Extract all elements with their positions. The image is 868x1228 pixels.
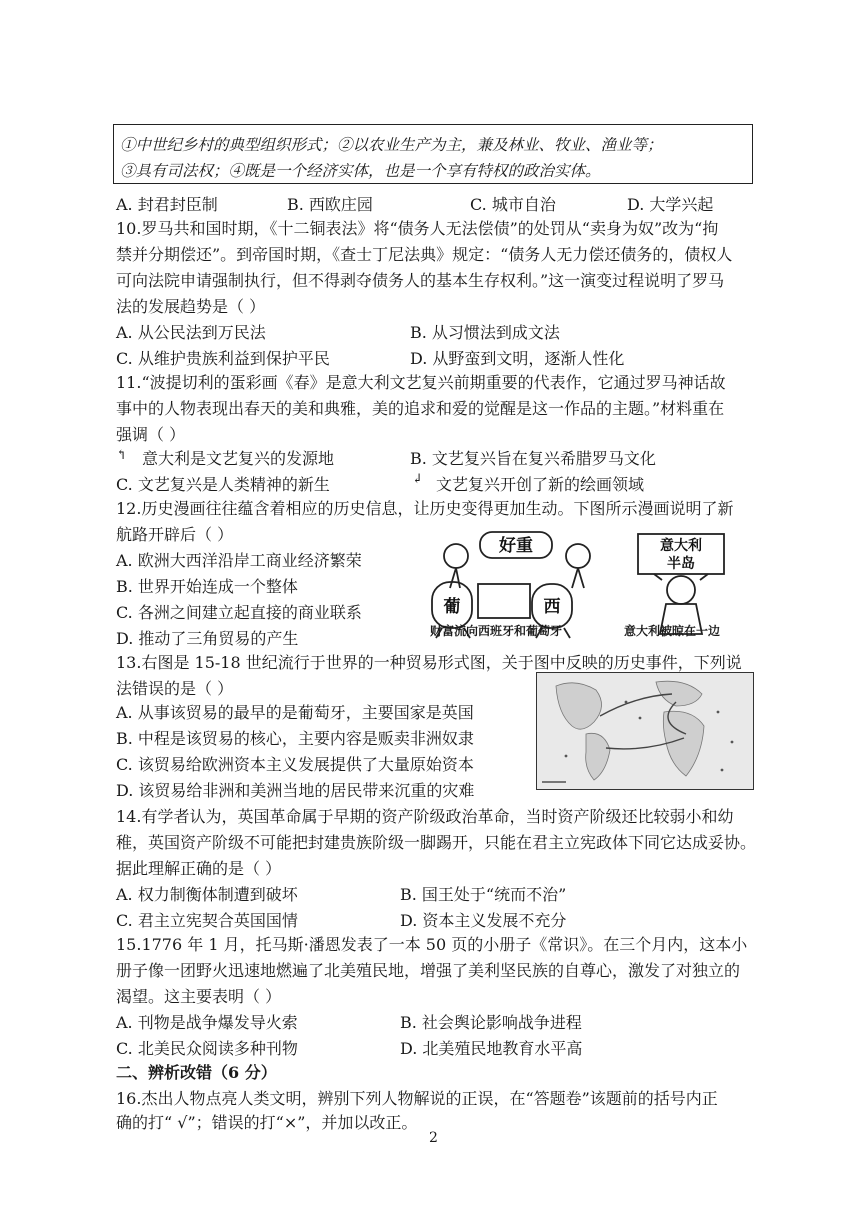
q16-line-1: 16.杰出人物点亮人类文明，辨别下列人物解说的正误，在“答题卷”该题前的括号内正	[116, 1089, 718, 1108]
q12-line-1: 12.历史漫画往往蕴含着相应的历史信息，让历史变得更加生动。下图所示漫画说明了新	[116, 499, 734, 518]
q13-option-a: A. 从事该贸易的最早的是葡萄牙，主要国家是英国	[116, 703, 474, 722]
q15-line-2: 册子像一团野火迅速地燃遍了北美殖民地，增强了美利坚民族的自尊心，激发了对独立的	[116, 961, 741, 980]
pen-mark-icon: ↲	[412, 472, 423, 487]
statement-box	[113, 124, 753, 184]
q11-option-c: C. 文艺复兴是人类精神的新生	[116, 475, 330, 494]
q14-line-2: 稚，英国资产阶级不可能把封建贵族阶级一脚踢开，只能在君主立宪政体下同它达成妥协。	[116, 833, 757, 852]
q9-option-c: C. 城市自治	[470, 195, 556, 214]
statement-line-1: ①中世纪乡村的典型组织形式；②以农业生产为主，兼及林业、牧业、渔业等；	[120, 136, 663, 154]
q14-option-d: D. 资本主义发展不充分	[400, 911, 567, 930]
statement-line-2: ③具有司法权；④既是一个经济实体，也是一个享有特权的政治实体。	[120, 162, 601, 180]
q9-option-a: A. 封君封臣制	[116, 195, 218, 214]
q13-line-1: 13.右图是 15-18 世纪流行于世界的一种贸易形式图，关于图中反映的历史事件，下列说	[116, 653, 742, 672]
q10-line-2: 禁并分期偿还”。到帝国时期，《查士丁尼法典》规定：“债务人无力偿还债务的，债权人	[116, 245, 733, 264]
q11-option-a: 意大利是文艺复兴的发源地	[142, 449, 335, 468]
q15-line-3: 渴望。这主要表明（ ）	[116, 987, 282, 1006]
q14-option-b: B. 国王处于“统而不治”	[400, 885, 567, 904]
q13-line-2: 法错误的是（ ）	[116, 679, 234, 698]
q11-line-1: 11.“波提切利的蛋彩画《春》是意大利文艺复兴前期重要的代表作，它通过罗马神话故	[116, 373, 726, 392]
q10-line-1: 10.罗马共和国时期，《十二铜表法》将“债务人无法偿债”的处罚从“卖身为奴”改为“拘	[116, 219, 719, 238]
triangular-trade-map	[536, 672, 754, 790]
cartoon2-sign-line-1: 意大利	[660, 538, 702, 554]
q15-option-c: C. 北美民众阅读多种刊物	[116, 1039, 298, 1058]
cartoon1-caption: 财富流向西班牙和葡萄牙	[430, 624, 563, 638]
q10-line-4: 法的发展趋势是（ ）	[116, 297, 266, 316]
q15-option-b: B. 社会舆论影响战争进程	[400, 1013, 582, 1032]
cartoon1-left-label: 葡	[443, 597, 461, 617]
pen-mark-icon: ↰	[116, 448, 127, 463]
q11-line-2: 事中的人物表现出春天的美和典雅，美的追求和爱的觉醒是这一作品的主题。”材料重在	[116, 399, 725, 418]
cartoon2-sign-line-2: 半岛	[667, 556, 695, 572]
q11-option-b: B. 文艺复兴旨在复兴希腊罗马文化	[410, 449, 656, 468]
q16-line-2: 确的打“ √”；错误的打“×”，并加以改正。	[116, 1113, 418, 1132]
q14-line-1: 14.有学者认为，英国革命属于早期的资产阶级政治革命，当时资产阶级还比较弱小和幼	[116, 807, 734, 826]
cartoon2-caption: 意大利被晾在一边	[624, 624, 721, 638]
q15-line-1: 15.1776 年 1 月，托马斯·潘恩发表了一本 50 页的小册子《常识》。在三个月内，这本小	[116, 935, 748, 954]
section-heading: 二、辨析改错（6 分）	[116, 1063, 277, 1082]
q10-option-b: B. 从习惯法到成文法	[410, 323, 560, 342]
q13-option-c: C. 该贸易给欧洲资本主义发展提供了大量原始资本	[116, 755, 474, 774]
q12-option-a: A. 欧洲大西洋沿岸工商业经济繁荣	[116, 551, 362, 570]
q14-option-c: C. 君主立宪契合英国国情	[116, 911, 298, 930]
q12-option-c: C. 各洲之间建立起直接的商业联系	[116, 603, 362, 622]
cartoon1-right-label: 西	[543, 597, 561, 617]
q13-option-d: D. 该贸易给非洲和美洲当地的居民带来沉重的灾难	[116, 781, 475, 800]
q15-option-d: D. 北美殖民地教育水平高	[400, 1039, 583, 1058]
q12-option-d: D. 推动了三角贸易的产生	[116, 629, 299, 648]
q10-option-c: C. 从维护贵族利益到保护平民	[116, 349, 330, 368]
page-number: 2	[429, 1130, 438, 1146]
q10-option-d: D. 从野蛮到文明，逐渐人性化	[410, 349, 625, 368]
q14-option-a: A. 权力制衡体制遭到破坏	[116, 885, 298, 904]
cartoon1-sign: 好重	[499, 536, 533, 556]
q12-option-b: B. 世界开始连成一个整体	[116, 577, 298, 596]
q9-option-d: D. 大学兴起	[627, 195, 714, 214]
q13-option-b: B. 中程是该贸易的核心，主要内容是贩卖非洲奴隶	[116, 729, 474, 748]
q9-option-b: B. 西欧庄园	[287, 195, 373, 214]
q11-option-d: 文艺复兴开创了新的绘画领域	[436, 475, 645, 494]
q12-line-2: 航路开辟后（ ）	[116, 525, 234, 544]
q10-option-a: A. 从公民法到万民法	[116, 323, 266, 342]
q11-line-3: 强调（ ）	[116, 425, 186, 444]
q15-option-a: A. 刊物是战争爆发导火索	[116, 1013, 298, 1032]
q10-line-3: 可向法院申请强制执行，但不得剥夺债务人的基本生存权利。”这一演变过程说明了罗马	[116, 271, 725, 290]
q14-line-3: 据此理解正确的是（ ）	[116, 859, 282, 878]
